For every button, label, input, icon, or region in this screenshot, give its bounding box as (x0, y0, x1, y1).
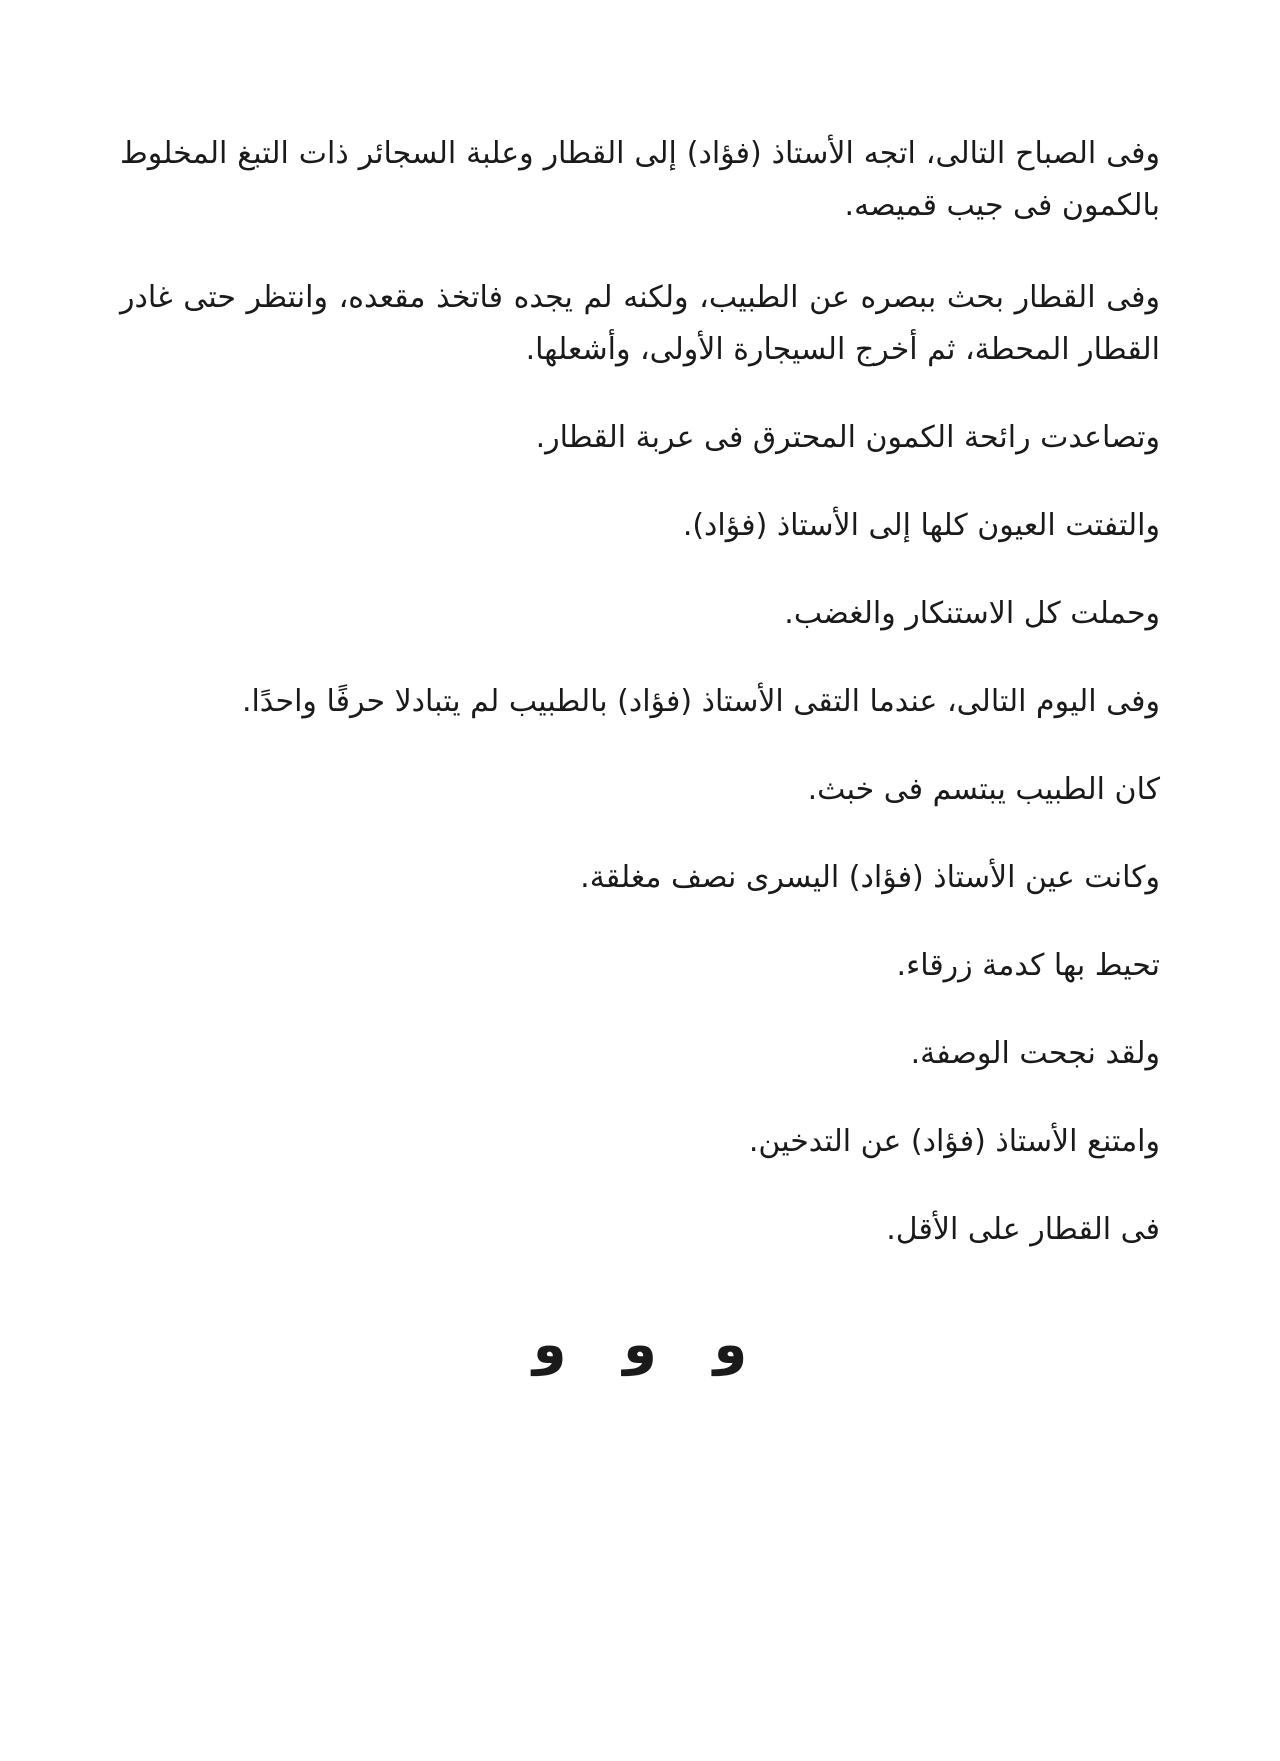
separator-mark: و (713, 1313, 748, 1376)
paragraph-7: كان الطبيب يبتسم فى خبث. (807, 772, 1160, 807)
paragraph-3: وتصاعدت رائحة الكمون المحترق فى عربة القطار. (535, 420, 1160, 455)
paragraph-2: وفى القطار بحث ببصره عن الطبيب، ولكنه لم يجده فاتخذ مقعده، وانتظر حتى غادر القطار المحطة، ثم أخرج السيجارة الأولى، وأشعلها. (120, 280, 1160, 367)
separator-mark: و (532, 1313, 567, 1376)
paragraph-4: والتفتت العيون كلها إلى الأستاذ (فؤاد). (682, 508, 1160, 543)
document-page (120, 0, 1160, 1761)
paragraph-10: ولقد نجحت الوصفة. (910, 1036, 1160, 1071)
paragraph-12: فى القطار على الأقل. (886, 1212, 1160, 1247)
paragraph-5: وحملت كل الاستنكار والغضب. (784, 596, 1160, 631)
paragraph-11: وامتنع الأستاذ (فؤاد) عن التدخين. (748, 1124, 1160, 1159)
paragraph-9: تحيط بها كدمة زرقاء. (896, 948, 1160, 983)
paragraph-1: وفى الصباح التالى، اتجه الأستاذ (فؤاد) إلى القطار وعلبة السجائر ذات التبغ المخلوط بالكمون فى جيب قميصه. (120, 136, 1160, 223)
paragraph-8: وكانت عين الأستاذ (فؤاد) اليسرى نصف مغلقة. (580, 860, 1160, 895)
section-separator (120, 1315, 1160, 1375)
paragraph-6: وفى اليوم التالى، عندما التقى الأستاذ (فؤاد) بالطبيب لم يتبادلا حرفًا واحدًا. (241, 684, 1160, 719)
separator-mark: و (623, 1313, 657, 1376)
